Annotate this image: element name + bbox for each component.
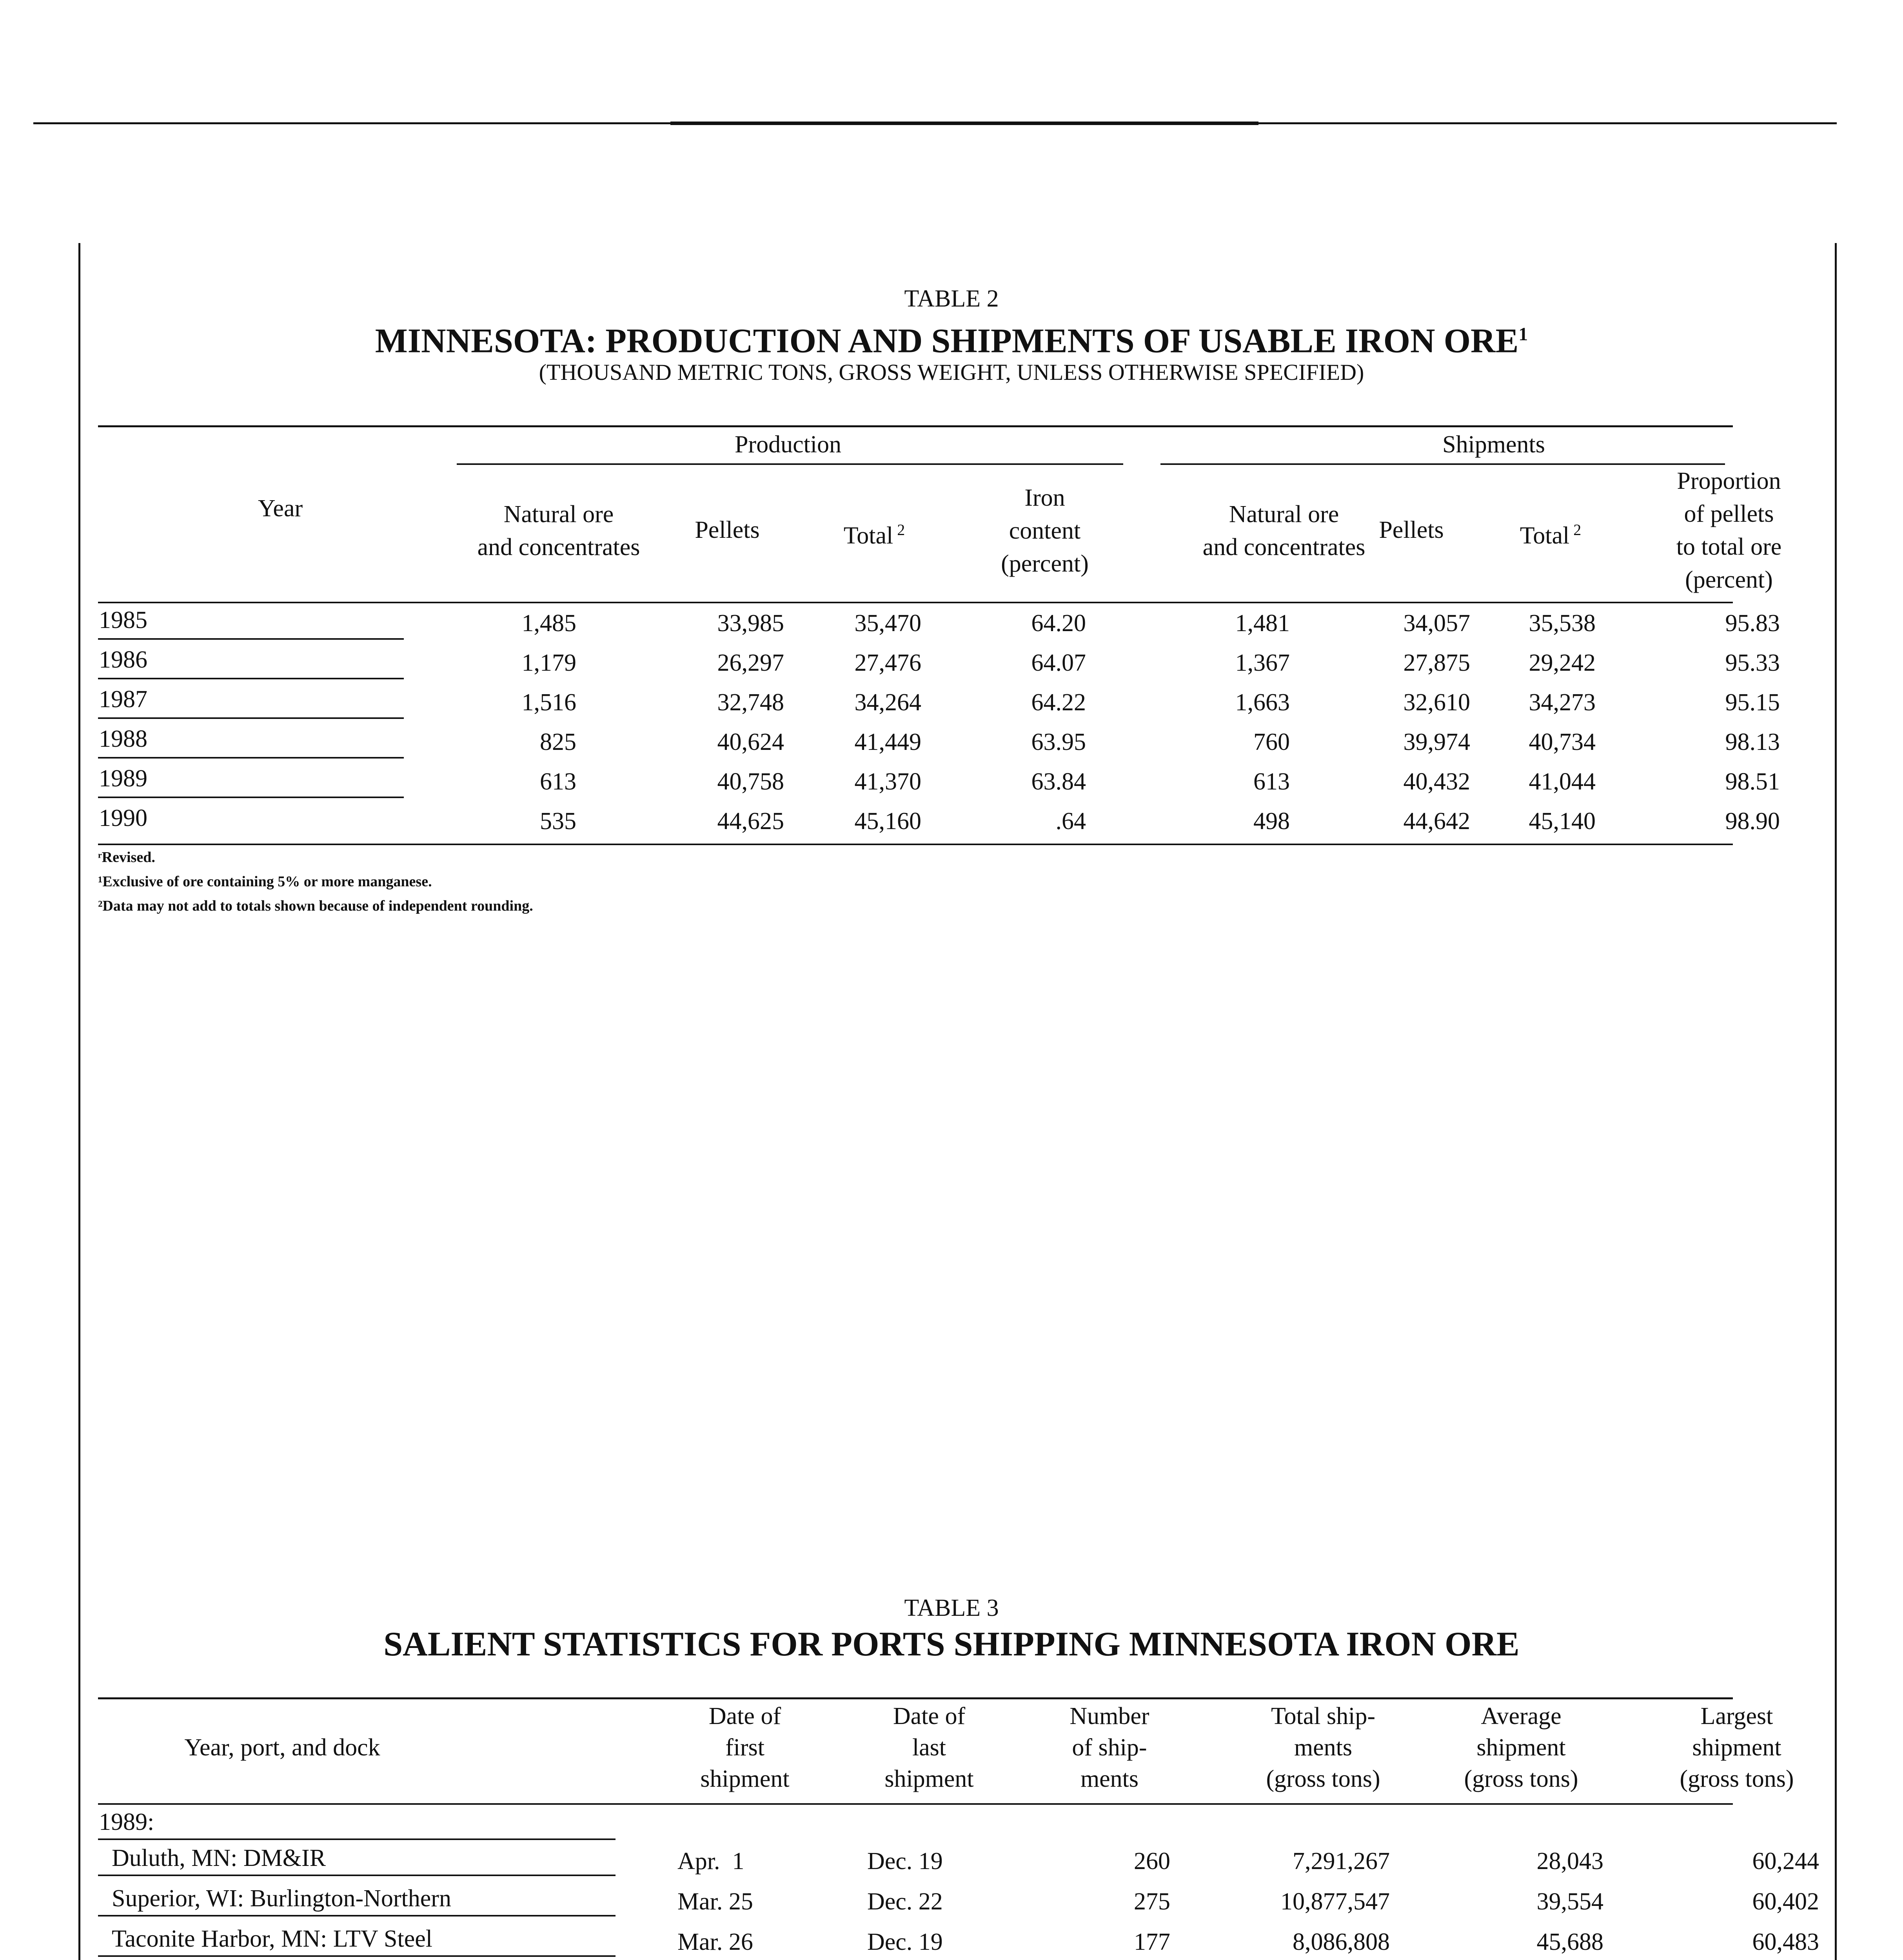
table2-year-underline: [98, 757, 404, 759]
table3-cell-last-shipment: Dec. 22: [867, 1888, 943, 1915]
table2-production-underline: [457, 463, 1123, 465]
table3-cell-first-shipment: Mar. 25: [677, 1888, 753, 1915]
table3-col-largest-shipment-line: shipment: [1692, 1734, 1781, 1761]
table2-col-iron-content: [919, 481, 1170, 580]
table2-col-proportion-pellets: [1603, 465, 1854, 596]
table2-cell-iron-content: 63.95: [1031, 729, 1086, 755]
table3-cell-first-shipment: Mar. 26: [677, 1929, 753, 1955]
table2-cell-natural-ore: 1,516: [521, 689, 576, 716]
table3-cell-number-shipments: 177: [1134, 1929, 1170, 1955]
table2-col-proportion-pellets-line: (percent): [1685, 566, 1773, 593]
table3-col-last-shipment-line: last: [912, 1734, 946, 1761]
table2-cell-iron-content: .64: [1055, 808, 1086, 835]
table3-port-label: Superior, WI: Burlington-Northern: [112, 1885, 451, 1912]
table2-year-cell: 1987: [99, 686, 147, 713]
table2-col-pellets-line: Pellets: [695, 517, 760, 543]
table3-col-total-shipments-line: (gross tons): [1266, 1766, 1380, 1792]
table2-label: TABLE 2: [904, 285, 999, 312]
table3-col-number-shipments-line: ments: [1080, 1766, 1139, 1792]
table3-cell-total-shipments: 10,877,547: [1280, 1888, 1390, 1915]
table3-cell-number-shipments: 275: [1134, 1888, 1170, 1915]
table3-col-last-shipment-line: Date of: [893, 1703, 966, 1730]
table3-col-number-shipments-line: of ship-: [1072, 1734, 1147, 1761]
table2-col-ship-natural-ore-line: and concentrates: [1202, 534, 1366, 561]
table3-col-largest-shipment-line: (gross tons): [1680, 1766, 1794, 1792]
table3-label-underline: [98, 1955, 616, 1957]
table3-label-underline: [98, 1915, 616, 1916]
table2-group-shipments: Shipments: [1442, 431, 1545, 458]
table2-cell-ship-pellets: 27,875: [1403, 650, 1470, 676]
table2-footnote: ¹Exclusive of ore containing 5% or more manganese.: [98, 873, 432, 890]
table3-cell-average-shipment: 45,688: [1536, 1929, 1603, 1955]
table2-cell-ship-pellets: 44,642: [1403, 808, 1470, 835]
table3-col-first-shipment-line: shipment: [700, 1766, 790, 1792]
table3-col-first-shipment-line: Date of: [708, 1703, 781, 1730]
table2-cell-proportion-pellets: 95.83: [1725, 610, 1780, 637]
table2-col-iron-content-line: (percent): [1001, 550, 1089, 577]
table2-cell-total: 34,264: [854, 689, 921, 716]
table2-cell-iron-content: 63.84: [1031, 768, 1086, 795]
table3-col-port-dock: [153, 1732, 412, 1763]
table3-top-rule: [98, 1697, 1733, 1699]
table3-col-port-dock-line: Year, port, and dock: [184, 1734, 380, 1761]
table3-col-number-shipments-line: Number: [1070, 1703, 1149, 1730]
table2-cell-ship-total: 45,140: [1529, 808, 1596, 835]
table2-year-underline: [98, 797, 404, 798]
table2-cell-natural-ore: 1,179: [521, 650, 576, 676]
table2-cell-iron-content: 64.07: [1031, 650, 1086, 676]
table2-cell-pellets: 26,297: [717, 650, 784, 676]
table2-cell-natural-ore: 535: [540, 808, 576, 835]
table2-cell-ship-total: 35,538: [1529, 610, 1596, 637]
table3-cell-largest-shipment: 60,244: [1752, 1848, 1819, 1875]
table3-col-largest-shipment-line: Largest: [1700, 1703, 1773, 1730]
table2-col-iron-content-line: Iron: [1024, 485, 1065, 511]
table3-cell-average-shipment: 28,043: [1536, 1848, 1603, 1875]
table2-cell-total: 41,449: [854, 729, 921, 755]
table2-cell-ship-natural-ore: 1,367: [1235, 650, 1290, 676]
table2-bottom-rule: [98, 844, 1733, 845]
table3-cell-first-shipment: Apr. 1: [677, 1848, 744, 1875]
table3-header-rule: [98, 1803, 1733, 1805]
table3-label-underline: [98, 1875, 616, 1876]
table2-year-cell: 1985: [99, 607, 147, 633]
table2-year-cell: 1989: [99, 765, 147, 792]
table2-col-footnote-mark: 2: [1573, 521, 1582, 539]
table2-cell-natural-ore: 613: [540, 768, 576, 795]
table3-title: SALIENT STATISTICS FOR PORTS SHIPPING MINNESOTA IRON ORE: [383, 1625, 1520, 1663]
table2-title-text: MINNESOTA: PRODUCTION AND SHIPMENTS OF USABLE IRON ORE: [375, 322, 1519, 360]
table2-col-proportion-pellets-line: Proportion: [1677, 468, 1781, 494]
table2-subtitle: (THOUSAND METRIC TONS, GROSS WEIGHT, UNLESS OTHERWISE SPECIFIED): [539, 359, 1364, 385]
table2-cell-ship-total: 29,242: [1529, 650, 1596, 676]
table2-cell-pellets: 40,758: [717, 768, 784, 795]
table2-cell-ship-natural-ore: 613: [1253, 768, 1290, 795]
table2-title: [0, 313, 1903, 363]
table3-col-average-shipment-line: Average: [1481, 1703, 1562, 1730]
table2-col-natural-ore-line: Natural ore: [503, 501, 614, 528]
table2-cell-ship-pellets: 32,610: [1403, 689, 1470, 716]
table2-col-proportion-pellets-line: of pellets: [1684, 501, 1774, 527]
table3-col-last-shipment-line: shipment: [884, 1766, 974, 1792]
table2-cell-ship-total: 34,273: [1529, 689, 1596, 716]
table2-col-natural-ore-line: and concentrates: [477, 534, 640, 561]
table2-footnote: ʳRevised.: [98, 849, 155, 866]
table3-col-total-shipments-line: ments: [1294, 1734, 1353, 1761]
table2-year-underline: [98, 717, 404, 719]
table2-col-footnote-mark: 2: [897, 521, 905, 539]
table2-year-underline: [98, 678, 404, 679]
table2-cell-pellets: 32,748: [717, 689, 784, 716]
table2-col-year: Year: [258, 495, 303, 522]
table2-cell-iron-content: 64.20: [1031, 610, 1086, 637]
table2-cell-proportion-pellets: 95.15: [1725, 689, 1780, 716]
table2-cell-ship-pellets: 34,057: [1403, 610, 1470, 637]
table3-cell-last-shipment: Dec. 19: [867, 1848, 943, 1875]
table2-cell-proportion-pellets: 98.90: [1725, 808, 1780, 835]
table3-cell-largest-shipment: 60,483: [1752, 1929, 1819, 1955]
table3-col-total-shipments-line: Total ship-: [1271, 1703, 1375, 1730]
table3-cell-number-shipments: 260: [1134, 1848, 1170, 1875]
table2-group-production: Production: [734, 431, 842, 458]
table2-col-ship-total-line: Total $^2$: [1520, 521, 1582, 549]
table3-year-label: 1989:: [99, 1809, 154, 1835]
table2-cell-proportion-pellets: 98.13: [1725, 729, 1780, 755]
table3-col-largest-shipment: [1607, 1700, 1866, 1795]
table3-cell-total-shipments: 8,086,808: [1293, 1929, 1390, 1955]
table3-col-average-shipment-line: (gross tons): [1464, 1766, 1578, 1792]
table2-cell-natural-ore: 1,485: [521, 610, 576, 637]
table2-cell-ship-pellets: 40,432: [1403, 768, 1470, 795]
table3-cell-last-shipment: Dec. 19: [867, 1929, 943, 1955]
table3-label-underline: [98, 1838, 616, 1840]
table3-port-label: Taconite Harbor, MN: LTV Steel: [112, 1926, 432, 1952]
table2-cell-total: 45,160: [854, 808, 921, 835]
table3-cell-average-shipment: 39,554: [1536, 1888, 1603, 1915]
table2-year-underline: [98, 638, 404, 640]
table2-cell-ship-natural-ore: 760: [1253, 729, 1290, 755]
table2-col-ship-pellets-line: Pellets: [1379, 517, 1444, 543]
table3-col-first-shipment-line: first: [725, 1734, 764, 1761]
table2-cell-proportion-pellets: 95.33: [1725, 650, 1780, 676]
table2-cell-total: 41,370: [854, 768, 921, 795]
table2-cell-ship-pellets: 39,974: [1403, 729, 1470, 755]
left-margin-rule: [78, 243, 80, 1960]
table3-cell-largest-shipment: 60,402: [1752, 1888, 1819, 1915]
table2-header-rule: [98, 602, 1733, 603]
table2-cell-pellets: 33,985: [717, 610, 784, 637]
table3-col-average-shipment-line: shipment: [1476, 1734, 1566, 1761]
table2-cell-ship-natural-ore: 1,481: [1235, 610, 1290, 637]
table2-cell-proportion-pellets: 98.51: [1725, 768, 1780, 795]
table2-title-footnote-mark: 1: [1518, 324, 1528, 345]
table2-year-cell: 1990: [99, 805, 147, 831]
table2-cell-pellets: 40,624: [717, 729, 784, 755]
table2-cell-ship-natural-ore: 1,663: [1235, 689, 1290, 716]
table3-cell-total-shipments: 7,291,267: [1293, 1848, 1390, 1875]
table2-cell-total: 27,476: [854, 650, 921, 676]
table2-col-proportion-pellets-line: to total ore: [1676, 534, 1782, 560]
top-rule-accent: [670, 122, 1258, 125]
table3-port-label: Duluth, MN: DM&IR: [112, 1845, 326, 1871]
table2-col-total-line: Total $^2$: [843, 521, 905, 549]
table2-top-rule: [98, 425, 1733, 427]
table2-year-cell: 1988: [99, 726, 147, 752]
table2-footnote: ²Data may not add to totals shown because of independent rounding.: [98, 898, 533, 914]
table2-cell-total: 35,470: [854, 610, 921, 637]
table2-cell-pellets: 44,625: [717, 808, 784, 835]
table2-col-ship-natural-ore-line: Natural ore: [1229, 501, 1339, 528]
table2-cell-natural-ore: 825: [540, 729, 576, 755]
table2-col-iron-content-line: content: [1009, 517, 1081, 544]
table2-year-cell: 1986: [99, 646, 147, 673]
table2-cell-iron-content: 64.22: [1031, 689, 1086, 716]
table2-cell-ship-total: 41,044: [1529, 768, 1596, 795]
table3-label: TABLE 3: [904, 1595, 999, 1621]
table2-cell-ship-total: 40,734: [1529, 729, 1596, 755]
table2-cell-ship-natural-ore: 498: [1253, 808, 1290, 835]
